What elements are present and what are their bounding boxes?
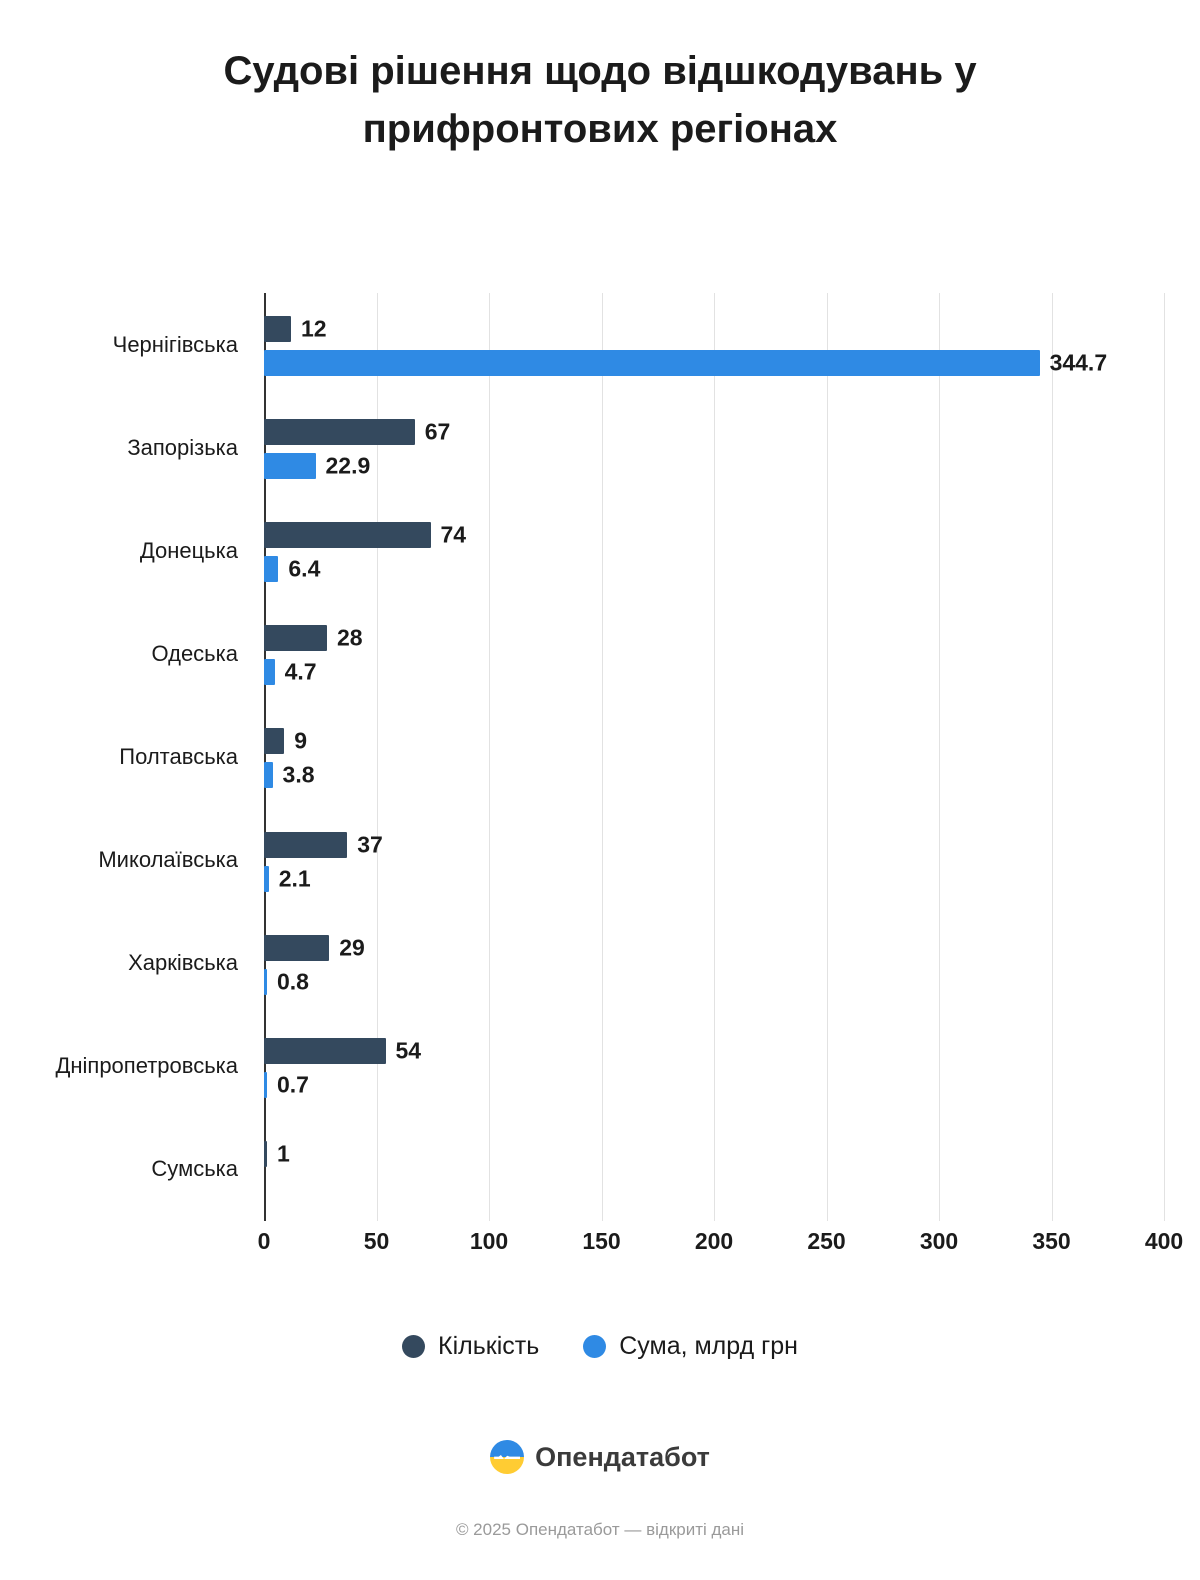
bar-value-label: 344.7 — [1049, 349, 1108, 376]
bar-value-label: 6.4 — [288, 555, 321, 582]
legend-label: Сума, млрд грн — [619, 1332, 798, 1360]
bar-sum — [264, 658, 317, 685]
bar-count — [264, 315, 327, 342]
bar-value-label: 3.8 — [282, 761, 315, 788]
x-tick-label: 100 — [469, 1228, 509, 1254]
gridline — [1164, 293, 1165, 1221]
x-tick-label: 350 — [1032, 1228, 1071, 1254]
legend-label: Кількість — [438, 1332, 540, 1360]
bar-count — [264, 521, 467, 548]
bar-row — [55, 1015, 1164, 1118]
bar-count — [264, 418, 451, 445]
bar-sum — [264, 555, 321, 582]
bar-sum — [264, 865, 311, 892]
category-label: Харківська — [128, 950, 238, 976]
footer-copyright: © 2025 Опендатабот — відкриті дані — [455, 1520, 745, 1539]
bar-row — [151, 602, 1164, 705]
category-label: Донецька — [139, 537, 238, 563]
legend-item[interactable] — [583, 1332, 798, 1361]
x-tick-label: 0 — [257, 1228, 271, 1254]
legend-color-dot — [583, 1335, 606, 1358]
category-label: Дніпропетровська — [55, 1053, 238, 1079]
bar-value-label: 54 — [395, 1037, 422, 1064]
bar-row — [98, 809, 1164, 912]
bar-value-label: 22.9 — [325, 452, 371, 479]
bar-value-label: 29 — [339, 934, 365, 961]
bar-value-label: 37 — [357, 831, 383, 858]
bar-value-label: 0.8 — [277, 968, 309, 995]
plot-area — [55, 293, 1164, 1221]
bar-row — [128, 912, 1164, 1015]
bar-sum — [264, 452, 371, 479]
bar-value-label: 2.1 — [278, 865, 311, 892]
bar-count — [264, 1037, 422, 1064]
page-title: Судові рішення щодо відшкодувань у прифронтових регіонах — [223, 49, 977, 151]
bar-value-label: 9 — [294, 727, 308, 754]
brand-name: Опендатабот — [535, 1441, 710, 1472]
bar-row — [151, 1118, 1164, 1221]
bar-count — [264, 1140, 290, 1167]
opendatabot-logo-icon — [490, 1440, 524, 1474]
bar-count — [264, 934, 365, 961]
bar-value-label: 28 — [337, 624, 363, 651]
bar-sum — [264, 1071, 309, 1098]
bar-count — [264, 624, 363, 651]
legend-color-dot — [402, 1335, 425, 1358]
bar-sum — [264, 349, 1108, 376]
bar-row — [139, 499, 1164, 602]
x-tick-label: 50 — [363, 1228, 390, 1254]
bar-value-label: 4.7 — [284, 658, 317, 685]
x-tick-label: 250 — [807, 1228, 846, 1254]
bar-row — [112, 293, 1164, 396]
bar-value-label: 0.7 — [277, 1071, 309, 1098]
x-tick-label: 200 — [694, 1228, 734, 1254]
x-axis — [257, 1228, 1184, 1268]
category-label: Полтавська — [119, 743, 238, 769]
bar-rows — [55, 293, 1164, 1221]
category-label: Запорізька — [127, 434, 238, 460]
legend-item[interactable] — [402, 1332, 539, 1361]
legend — [0, 1332, 1200, 1361]
bar-value-label: 74 — [440, 521, 467, 548]
brand — [0, 1440, 1200, 1474]
x-tick-label: 300 — [919, 1228, 959, 1254]
bar-value-label: 12 — [301, 315, 327, 342]
category-label: Чернігівська — [112, 331, 238, 357]
bar-row — [127, 396, 1164, 499]
x-tick-label: 400 — [1144, 1228, 1184, 1254]
bar-count — [264, 727, 308, 754]
bar-sum — [264, 968, 309, 995]
bar-value-label: 67 — [424, 418, 451, 445]
category-label: Миколаївська — [98, 847, 238, 873]
bar-row — [119, 705, 1164, 808]
bar-sum — [264, 761, 315, 788]
bar-count — [264, 831, 383, 858]
category-label: Одеська — [151, 640, 238, 666]
bar-value-label: 1 — [277, 1140, 290, 1167]
x-tick-label: 150 — [582, 1228, 621, 1254]
category-label: Сумська — [151, 1156, 238, 1182]
